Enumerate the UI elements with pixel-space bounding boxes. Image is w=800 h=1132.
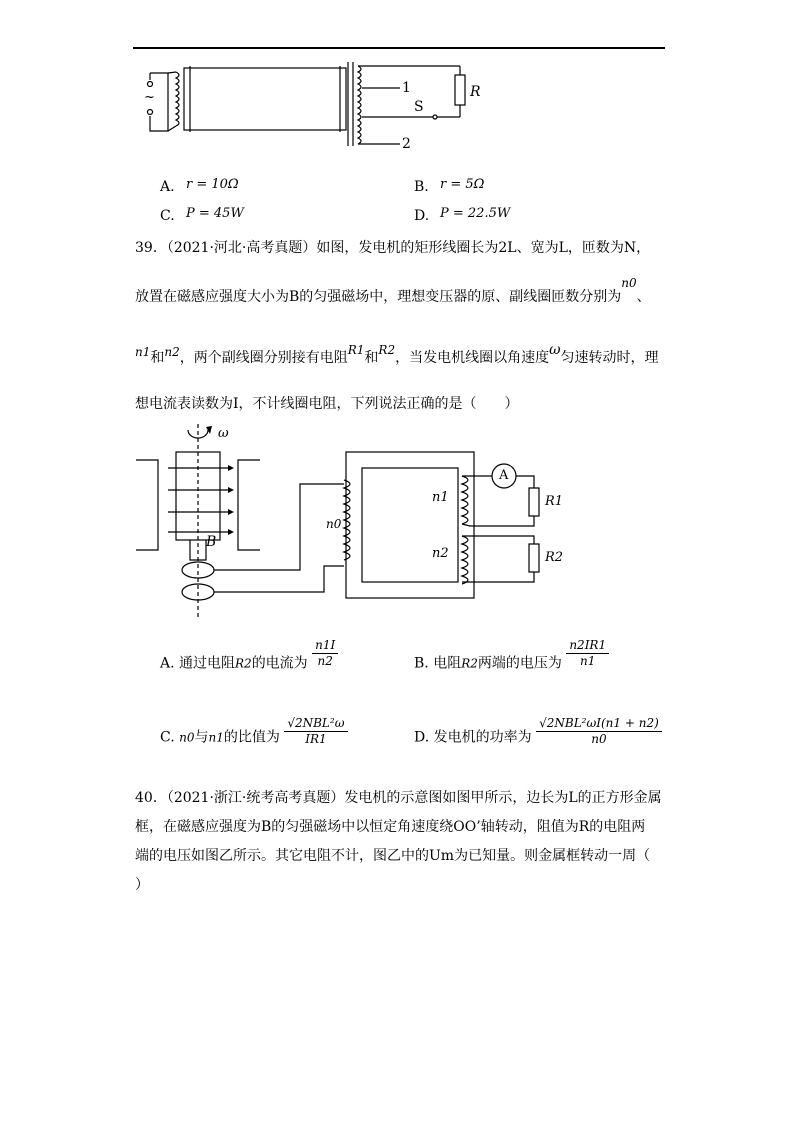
- option-39-a-symbol: R2: [235, 656, 252, 671]
- option-39-c-symbol-2: n1: [208, 730, 224, 745]
- question-39-text-3c: 匀速转动时，理: [560, 350, 659, 366]
- option-39-a-text: 通过电阻: [179, 655, 236, 672]
- option-38-c-math: P = 45W: [186, 206, 244, 221]
- terminal-2-label: 2: [402, 136, 411, 152]
- question-40-line-2: 框，在磁感应强度为B的匀强磁场中以恒定角速度绕OO’轴转动，阻值为R的电阻两: [135, 819, 646, 835]
- option-39-c: [160, 716, 348, 753]
- option-39-d: [414, 716, 662, 753]
- question-39-line-4: 想电流表读数为I，不计线圈电阻，下列说法正确的是（ ）: [135, 396, 519, 412]
- question-40-source: （2021·浙江·统考高考真题）: [166, 790, 345, 806]
- question-40-text-1: 发电机的示意图如图甲所示，边长为L的正方形金属: [344, 790, 662, 806]
- coil-n1-label: n1: [432, 490, 449, 505]
- text-and-2: 和: [364, 350, 379, 366]
- option-39-b-text-2: 两端的电压为: [477, 655, 562, 672]
- option-38-d-letter: D.: [414, 208, 430, 224]
- option-39-b-symbol: R2: [461, 656, 478, 671]
- option-39-d-fraction: [536, 716, 662, 747]
- option-38-b-math: r = 5Ω: [440, 177, 485, 192]
- question-39-source: （2021·河北·高考真题）: [166, 240, 317, 256]
- option-39-c-text: 与: [194, 729, 209, 746]
- symbol-n0: n0: [621, 276, 637, 290]
- option-39-b-numerator: n2IR1: [566, 638, 609, 654]
- question-40-number: 40．: [135, 790, 167, 806]
- omega-label: ω: [218, 426, 229, 441]
- option-39-c-denominator: IR1: [305, 732, 327, 746]
- option-39-c-letter: C.: [160, 729, 175, 746]
- question-39-text-3b: ，当发电机线圈以角速度: [395, 350, 550, 366]
- option-39-d-numerator: √2NBL²ωI(n1 + n2): [536, 716, 662, 732]
- option-39-a-denominator: n2: [317, 654, 333, 668]
- resistor-r2-label: R2: [545, 550, 564, 565]
- ac-source-symbol: ~: [144, 90, 155, 105]
- ammeter-label: A: [499, 468, 509, 483]
- option-39-b-fraction: [566, 638, 609, 669]
- option-38-a-letter: A.: [160, 179, 175, 195]
- question-40-line-4: ）: [135, 877, 149, 893]
- option-39-a: [160, 638, 338, 679]
- symbol-r1: R1: [347, 343, 365, 357]
- symbol-omega: ω: [549, 342, 561, 358]
- option-39-d-text: 发电机的功率为: [433, 729, 532, 746]
- question-39-number: 39．: [135, 240, 167, 256]
- question-40-line-3: 端的电压如图乙所示。其它电阻不计，图乙中的Um为已知量。则金属框转动一周（: [135, 848, 651, 864]
- option-39-b-denominator: n1: [580, 654, 596, 668]
- coil-n2-label: n2: [432, 546, 449, 561]
- option-39-b-text: 电阻: [433, 655, 462, 672]
- option-38-d-math: P = 22.5W: [440, 206, 511, 221]
- option-39-a-numerator: n1I: [312, 638, 338, 654]
- symbol-n2: n2: [164, 345, 180, 359]
- option-38-c-letter: C.: [160, 208, 175, 224]
- field-b-label: B: [206, 534, 217, 550]
- option-39-a-text-2: 的电流为: [251, 655, 308, 672]
- option-38-a-math: r = 10Ω: [186, 177, 239, 192]
- option-39-c-fraction: [284, 716, 347, 747]
- option-39-d-denominator: n0: [591, 732, 607, 746]
- option-39-c-text-2: 的比值为: [223, 729, 280, 746]
- symbol-r2: R2: [378, 343, 396, 357]
- resistor-r1-label: R1: [545, 494, 564, 509]
- question-39-text-2: 放置在磁感应强度大小为B的匀强磁场中，理想变压器的原、副线圈匝数分别为: [135, 289, 622, 305]
- option-39-b-letter: B.: [414, 655, 429, 672]
- question-39-text-2-end: 、: [636, 289, 651, 305]
- option-39-d-letter: D.: [414, 729, 430, 746]
- option-39-b: [414, 638, 609, 679]
- question-40-line-1: [135, 788, 662, 808]
- option-38-b-letter: B.: [414, 179, 429, 195]
- option-39-a-fraction: [312, 638, 338, 669]
- coil-n0-label: n0: [326, 517, 342, 531]
- resistor-r-label: R: [470, 84, 481, 100]
- terminal-1-label: 1: [402, 80, 411, 96]
- symbol-n1: n1: [135, 345, 151, 359]
- text-and-1: 和: [150, 350, 165, 366]
- option-39-c-symbol-1: n0: [179, 730, 195, 745]
- switch-s-label: S: [414, 99, 424, 115]
- question-39-text-1: 如图，发电机的矩形线圈长为2L、宽为L，匝数为N，: [316, 240, 651, 256]
- option-39-c-numerator: √2NBL²ω: [284, 716, 347, 732]
- question-39-text-3a: ，两个副线圈分别接有电阻: [179, 350, 348, 366]
- option-39-a-letter: A.: [160, 655, 175, 672]
